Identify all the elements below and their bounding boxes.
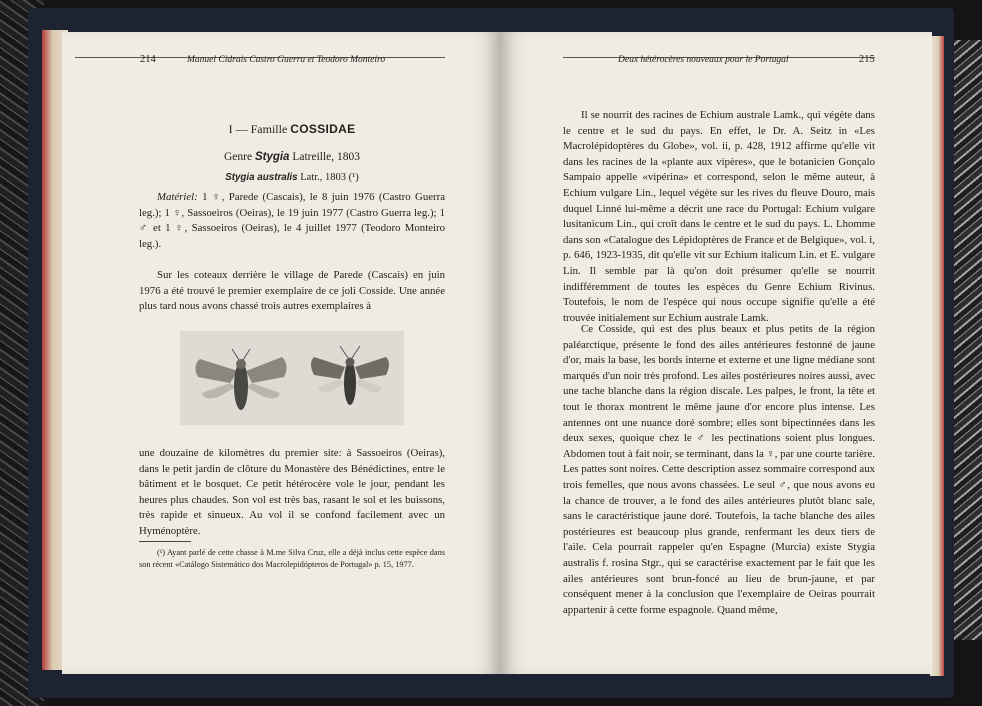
moth-specimens-figure: [180, 331, 404, 425]
genus-prefix: Genre: [223, 151, 253, 163]
right-running-head-text: Deux hétérocères nouveaux pour le Portugal: [618, 55, 789, 65]
genus-author: Latreille, 1803: [292, 151, 361, 163]
right-paragraph-2: [563, 322, 875, 618]
right-paragraph-2-text: Ce Cosside, qui est des plus beaux et plus petits de la région paléarctique, présente le fond des ailes antérieures festonné de jaune d'or, mais la base, les bords interne et externe et une ligne médiane sont marqués d'un noir très profond. Les ailes postérieures noires aussi, avec une tache blanche dans la région discale. Les palpes, le front, la tête et tout le thorax montrent le même jaune d'or encore plus intense. Les antennes ont une nuance doré sombre; elles sont bipectinnées dans les deux sexes, quoique chez le ♂ les pectinations soient plus longues. Abdomen tout à fait noir, se terminant, dans la ♀, par une courte tarière. Les pattes sont noires. Cette description assez sommaire correspond aux trois femelles, que nous avons chassées. Le seul ♂, que nous avons eu la chance de trouver, a le fond des ailes antérieures plutôt blanc sale, sans le caractéristique jaune doré. Toutefois, la tache blanche des ailes postérieures est beaucoup plus grande, renfermant les deux tiers de l'aile. Cela pourrait rappeler qu'en Espagne (Murcia) existe Stygia australis f. rosina Stgr., qui se caractérise exactement par le fait que les ailes antérieures sont brun-foncé au lieu de brun-jaune, et par conséquent mener à la conclusion que l'exemplaire de Oeiras pourrait appartenir à cette forme espagnole. Quand même,: [563, 323, 875, 616]
left-paragraph-1-text: Sur les coteaux derrière le village de Parede (Cascais) en juin 1976 a été trouvé le premier exemplaire de ce joli Cosside. Une année plus tard nous avons chassé trois autres exemplaires à: [139, 269, 445, 313]
moth-photo: [180, 331, 404, 425]
left-page-number: 214: [140, 54, 156, 65]
right-paragraph-1-text: Il se nourrit des racines de Echium australe Lamk., qui végète dans le centre et le sud du pays. En effet, le Dr. A. Seitz in «Les Macrolépidoptères du Globe», vol. ii, p. 428, 1912 affirme qu'elle vit dans les racines de la «plante aux vipères», que le botanicien Gonçalo Sampaio appelle «vipérina» et correspond, selon le même auteur, à Echium vulgare Lin., lequel végète sur les rives du fleuve Douro, mais duquel Linné lui-même a décrit une race du Portugal: Echium vulgare lusitanicum Lin., qui croît dans le centre et le sud du pays. L. Lhomme dans son «Catalogue des Lépidoptères de France et de Belgique», vol. i, p. 646, 1923-1935, dit qu'elle vit sur Echium italicum Lin. et E. vulgare Lin. Il semble par là qu'on doit présumer qu'elle se nourrit indifféremment de toutes les espèces du Genre Echium Rivinus. Toutefois, le nom de l'espèce qui nous occupe signifie qu'elle a été trouvée initialement sur Echium australe Lamk.: [563, 109, 875, 324]
family-heading: [139, 122, 445, 138]
material-label: Matériel:: [157, 191, 198, 203]
material-text: 1 ♀, Parede (Cascais), le 8 juin 1976 (Castro Guerra leg.); 1 ♀, Sassoeiros (Oeiras), le 19 juin 1977 (Castro Guerra leg.); 1 ♂ et 1 ♀, Sassoeiros (Oeiras), le 4 juillet 1977 (Teodoro Monteiro leg.).: [139, 191, 446, 250]
right-page-number: 215: [859, 54, 875, 65]
family-name: COSSIDAE: [290, 122, 356, 136]
material-paragraph: [139, 190, 445, 252]
species-author: Latr., 1803 (¹): [300, 172, 359, 183]
family-heading-prefix: I — Famille: [228, 122, 288, 136]
left-paragraph-2: [139, 446, 445, 540]
species-heading: [139, 170, 445, 186]
species-name: Stygia australis: [225, 172, 298, 183]
right-paragraph-1: [563, 108, 875, 326]
left-running-head-text: Manuel Cidrais Castro Guerra et Teodoro Monteiro: [187, 55, 386, 65]
footnote: [139, 547, 445, 571]
genus-heading: [139, 150, 445, 166]
footnote-rule: [139, 541, 191, 542]
footnote-text: (¹) Ayant parlé de cette chasse à M.me Silva Cruz, elle a déjà inclus cette espèce dans son récent «Catálogo Sistemático dos Macrolepidópteros de Portugal» p. 15, 1977.: [139, 548, 445, 570]
genus-name: Stygia: [254, 151, 290, 163]
left-paragraph-2-text: une douzaine de kilomètres du premier site: à Sassoeiros (Oeiras), dans le petit jardin de clôture du Monastère des Bénédictines, entre le bâtiment et le bosquet. Ce petit hétérocère vole le jour, pendant les heures plus chaudes. Son vol est très bas, rasant le sol et les buissons, très rapide et sinueux. Au vol il se confond facilement avec un Hyménoptère.: [139, 447, 445, 537]
left-paragraph-1: [139, 268, 445, 315]
right-running-head: [563, 54, 875, 65]
left-running-head: [75, 54, 445, 65]
page-block-edge-right: [930, 36, 944, 676]
